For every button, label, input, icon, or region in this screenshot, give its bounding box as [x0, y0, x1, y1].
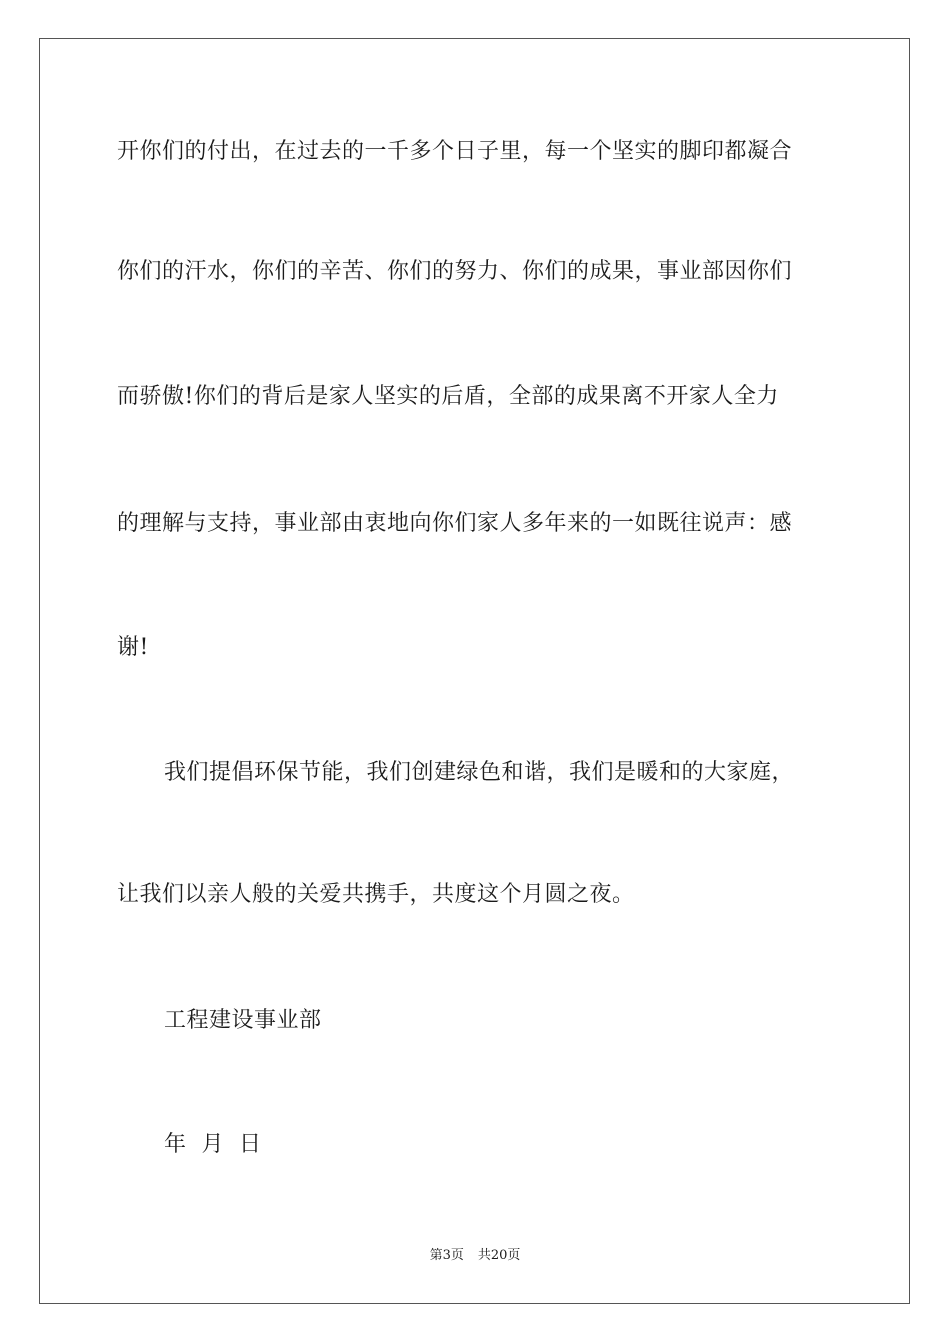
body-line-6: 我们提倡环保节能，我们创建绿色和谐，我们是暖和的大家庭，	[164, 760, 795, 785]
signature-date: 年 月 日	[164, 1132, 262, 1157]
page-footer	[0, 1247, 950, 1265]
signature-department: 工程建设事业部	[164, 1008, 322, 1033]
body-line-3: 而骄傲!你们的背后是家人坚实的后盾，全部的成果离不开家人全力	[117, 384, 779, 409]
body-line-5: 谢!	[117, 635, 149, 660]
page-border	[39, 38, 910, 1304]
body-line-1: 开你们的付出，在过去的一千多个日子里，每一个坚实的脚印都凝合	[117, 139, 793, 164]
page-number-total: 共20页	[477, 1248, 521, 1263]
page-number-current: 第3页	[429, 1248, 464, 1263]
body-line-4: 的理解与支持，事业部由衷地向你们家人多年来的一如既往说声：感	[117, 511, 793, 536]
body-line-2: 你们的汗水，你们的辛苦、你们的努力、你们的成果，事业部因你们	[117, 259, 793, 284]
body-line-7: 让我们以亲人般的关爱共携手，共度这个月圆之夜。	[117, 882, 635, 907]
